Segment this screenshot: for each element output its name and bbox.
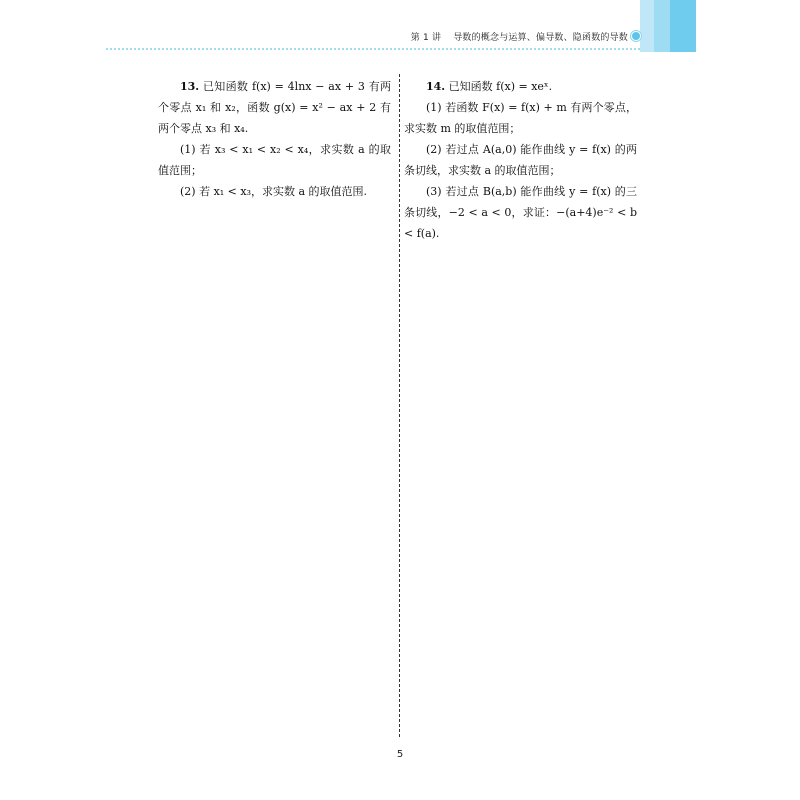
question-14-part-2: (2) 若过点 A(a,0) 能作曲线 y = f(x) 的两条切线，求实数 a 的取值范围； xyxy=(404,143,637,177)
question-14-text: 已知函数 f(x) = xeˣ. xyxy=(448,80,553,93)
question-14-part-3: (3) 若过点 B(a,b) 能作曲线 y = f(x) 的三条切线，−2 < a < 0，求证：−(a+4)e⁻² < b < f(a). xyxy=(404,185,637,240)
running-header xyxy=(411,30,628,43)
question-13-part-1: (1) 若 x₃ < x₁ < x₂ < x₄，求实数 a 的取值范围； xyxy=(158,143,391,177)
header-dot-icon xyxy=(631,31,641,41)
left-column xyxy=(158,76,391,202)
question-13-text: 已知函数 f(x) = 4lnx − ax + 3 有两个零点 x₁ 和 x₂，函数 g(x) = x² − ax + 2 有两个零点 x₃ 和 x₄. xyxy=(158,80,392,135)
question-14-stem xyxy=(404,76,637,97)
column-divider xyxy=(399,74,400,737)
lesson-label: 第 1 讲 xyxy=(410,33,442,43)
header-color-band-light xyxy=(640,0,654,52)
header-color-band-mid xyxy=(654,0,670,52)
question-13-part-2: (2) 若 x₁ < x₃，求实数 a 的取值范围. xyxy=(180,185,368,198)
chapter-title: 导数的概念与运算、偏导数、隐函数的导数 xyxy=(453,33,628,43)
right-column xyxy=(404,76,637,244)
question-14-part-1: (1) 若函数 F(x) = f(x) + m 有两个零点，求实数 m 的取值范围； xyxy=(404,101,637,135)
question-14-number: 14. xyxy=(426,80,446,93)
page-number: 5 xyxy=(396,749,404,760)
question-13-number: 13. xyxy=(180,80,200,93)
question-13-stem xyxy=(158,76,391,139)
header-color-band-dark xyxy=(670,0,696,52)
header-dotted-rule xyxy=(106,48,640,50)
